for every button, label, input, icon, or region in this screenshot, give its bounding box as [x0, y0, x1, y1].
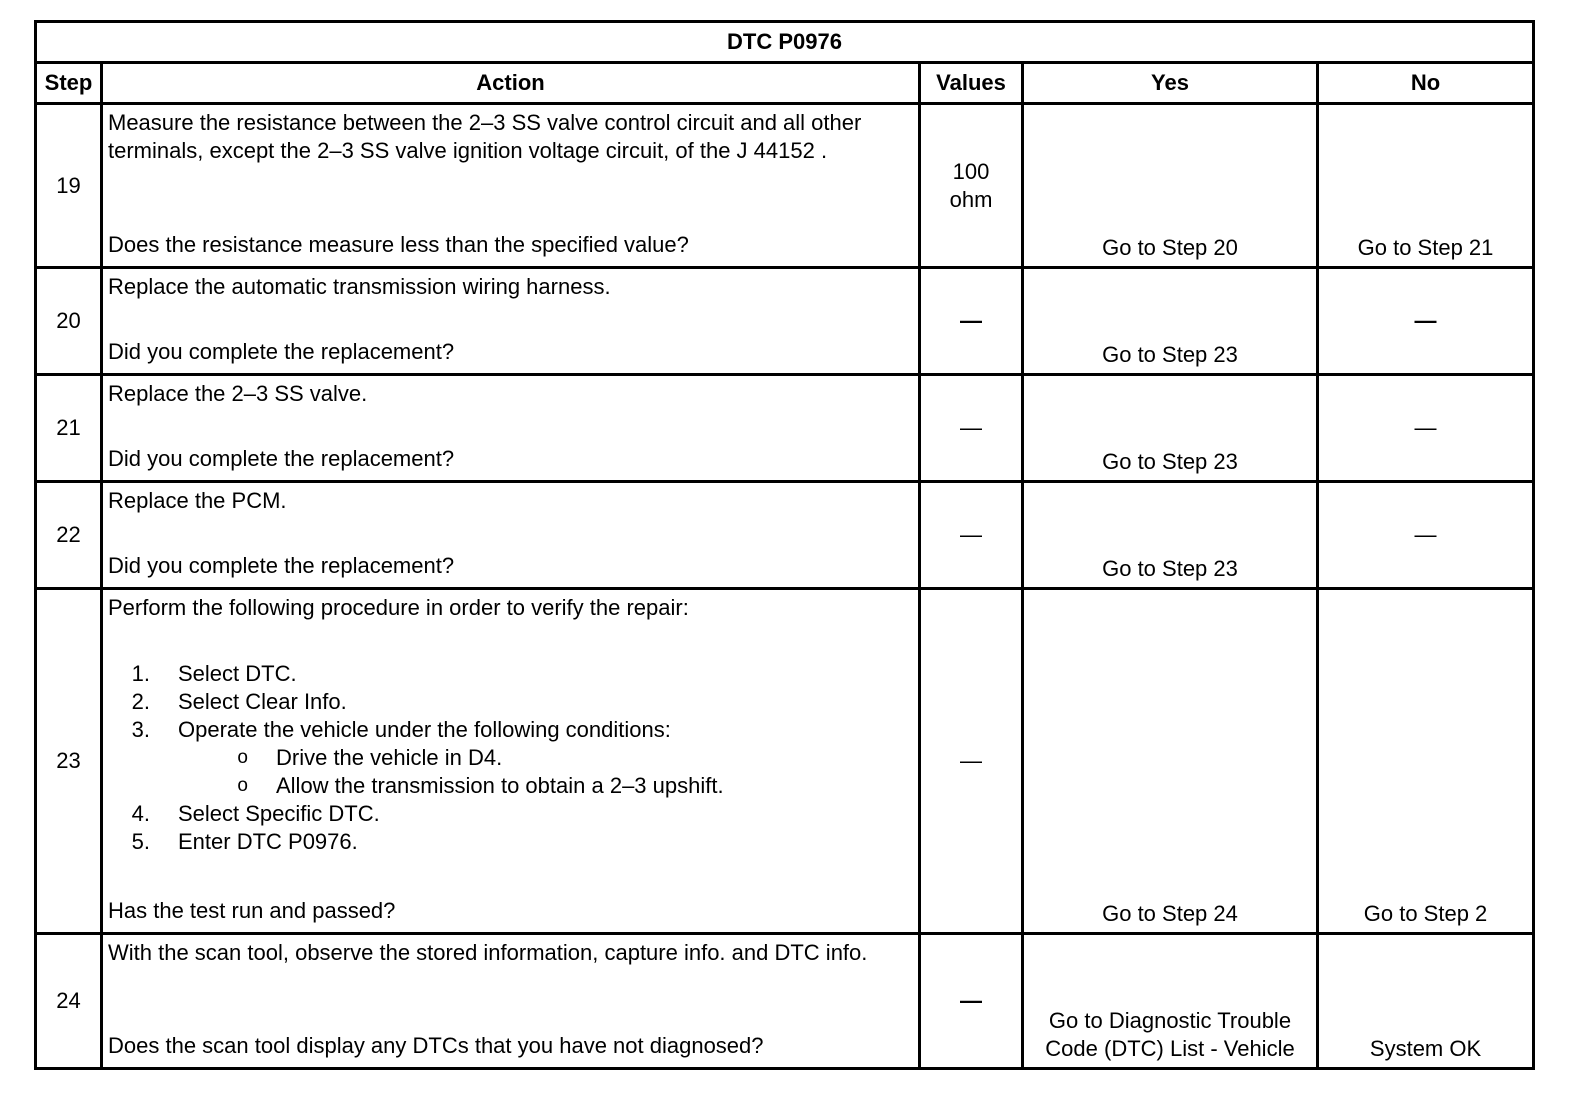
yes-cell: Go to Step 24 — [1023, 589, 1318, 934]
action-cell — [102, 268, 920, 375]
header-action: Action — [102, 63, 920, 104]
action-cell — [102, 104, 920, 268]
value-cell — [920, 482, 1023, 589]
step-number: 21 — [36, 375, 102, 482]
sub-list-item — [108, 772, 912, 800]
step-number: 23 — [36, 589, 102, 934]
header-values: Values — [920, 63, 1023, 104]
step-number: 24 — [36, 934, 102, 1069]
action-instruction: Replace the PCM. — [108, 488, 287, 513]
list-item — [108, 716, 912, 800]
no-cell: Go to Step 2 — [1318, 589, 1534, 934]
value-dash: — — [960, 415, 982, 440]
bullet-icon: o — [237, 775, 248, 796]
action-instruction: With the scan tool, observe the stored information, capture info. and DTC info. — [108, 940, 868, 965]
list-item — [108, 660, 912, 688]
yes-cell: Go to Step 23 — [1023, 268, 1318, 375]
table-row — [36, 934, 1534, 1069]
action-cell — [102, 482, 920, 589]
table-title: DTC P0976 — [36, 22, 1534, 63]
header-no: No — [1318, 63, 1534, 104]
bullet-icon: o — [237, 747, 248, 768]
list-item — [108, 828, 912, 856]
list-text: Enter DTC P0976. — [178, 829, 358, 854]
value-cell — [920, 104, 1023, 268]
no-cell — [1318, 268, 1534, 375]
action-cell — [102, 589, 920, 934]
yes-text: Go to Diagnostic Trouble Code (DTC) List - Vehicle — [1045, 1008, 1295, 1061]
yes-cell: Go to Step 20 — [1023, 104, 1318, 268]
yes-cell — [1023, 934, 1318, 1069]
header-yes: Yes — [1023, 63, 1318, 104]
action-question: Has the test run and passed? — [108, 898, 396, 923]
value-dash: — — [960, 988, 982, 1013]
action-instruction: Measure the resistance between the 2–3 SS valve control circuit and all other terminals, except the 2–3 SS valve ignition voltage circuit, of the J 44152 . — [108, 110, 862, 163]
no-dash: — — [1414, 522, 1437, 547]
yes-cell: Go to Step 23 — [1023, 482, 1318, 589]
step-number: 22 — [36, 482, 102, 589]
list-number: 5. — [131, 829, 150, 854]
step-number: 20 — [36, 268, 102, 375]
action-instruction: Replace the automatic transmission wiring harness. — [108, 274, 611, 299]
no-cell — [1318, 482, 1534, 589]
no-dash: — — [1414, 308, 1437, 333]
value-dash: — — [960, 522, 982, 547]
yes-cell: Go to Step 23 — [1023, 375, 1318, 482]
value-dash: — — [960, 748, 982, 773]
list-text: Select DTC. — [178, 661, 297, 686]
sub-list-item — [108, 744, 912, 772]
no-cell — [1318, 375, 1534, 482]
list-number: 3. — [131, 717, 150, 742]
table-row — [36, 268, 1534, 375]
no-dash: — — [1414, 415, 1437, 440]
no-cell: Go to Step 21 — [1318, 104, 1534, 268]
no-cell: System OK — [1318, 934, 1534, 1069]
list-item — [108, 800, 912, 828]
list-number: 1. — [131, 661, 150, 686]
sub-list-text: Allow the transmission to obtain a 2–3 upshift. — [276, 773, 724, 798]
action-instruction: Perform the following procedure in order to verify the repair: — [108, 595, 689, 620]
list-number: 4. — [131, 801, 150, 826]
action-question: Did you complete the replacement? — [108, 446, 455, 471]
table-row — [36, 589, 1534, 934]
value-dash: — — [960, 308, 982, 333]
list-text: Select Clear Info. — [178, 689, 347, 714]
table-row — [36, 104, 1534, 268]
value-text: 100 ohm — [949, 158, 993, 212]
list-item — [108, 688, 912, 716]
list-number: 2. — [131, 689, 150, 714]
value-cell — [920, 375, 1023, 482]
header-step: Step — [36, 63, 102, 104]
table-row — [36, 375, 1534, 482]
dtc-table — [34, 20, 1535, 1070]
action-question: Did you complete the replacement? — [108, 553, 455, 578]
sub-list — [108, 744, 912, 800]
action-instruction: Replace the 2–3 SS valve. — [108, 381, 368, 406]
action-question: Does the resistance measure less than the specified value? — [108, 232, 689, 257]
procedure-list — [108, 660, 912, 856]
list-text: Select Specific DTC. — [178, 801, 380, 826]
list-text: Operate the vehicle under the following conditions: — [178, 717, 671, 742]
value-cell — [920, 589, 1023, 934]
value-cell — [920, 934, 1023, 1069]
value-cell — [920, 268, 1023, 375]
step-number: 19 — [36, 104, 102, 268]
table-row — [36, 482, 1534, 589]
action-question: Does the scan tool display any DTCs that you have not diagnosed? — [108, 1033, 764, 1058]
action-cell — [102, 375, 920, 482]
sub-list-text: Drive the vehicle in D4. — [276, 745, 503, 770]
action-cell — [102, 934, 920, 1069]
action-question: Did you complete the replacement? — [108, 339, 455, 364]
